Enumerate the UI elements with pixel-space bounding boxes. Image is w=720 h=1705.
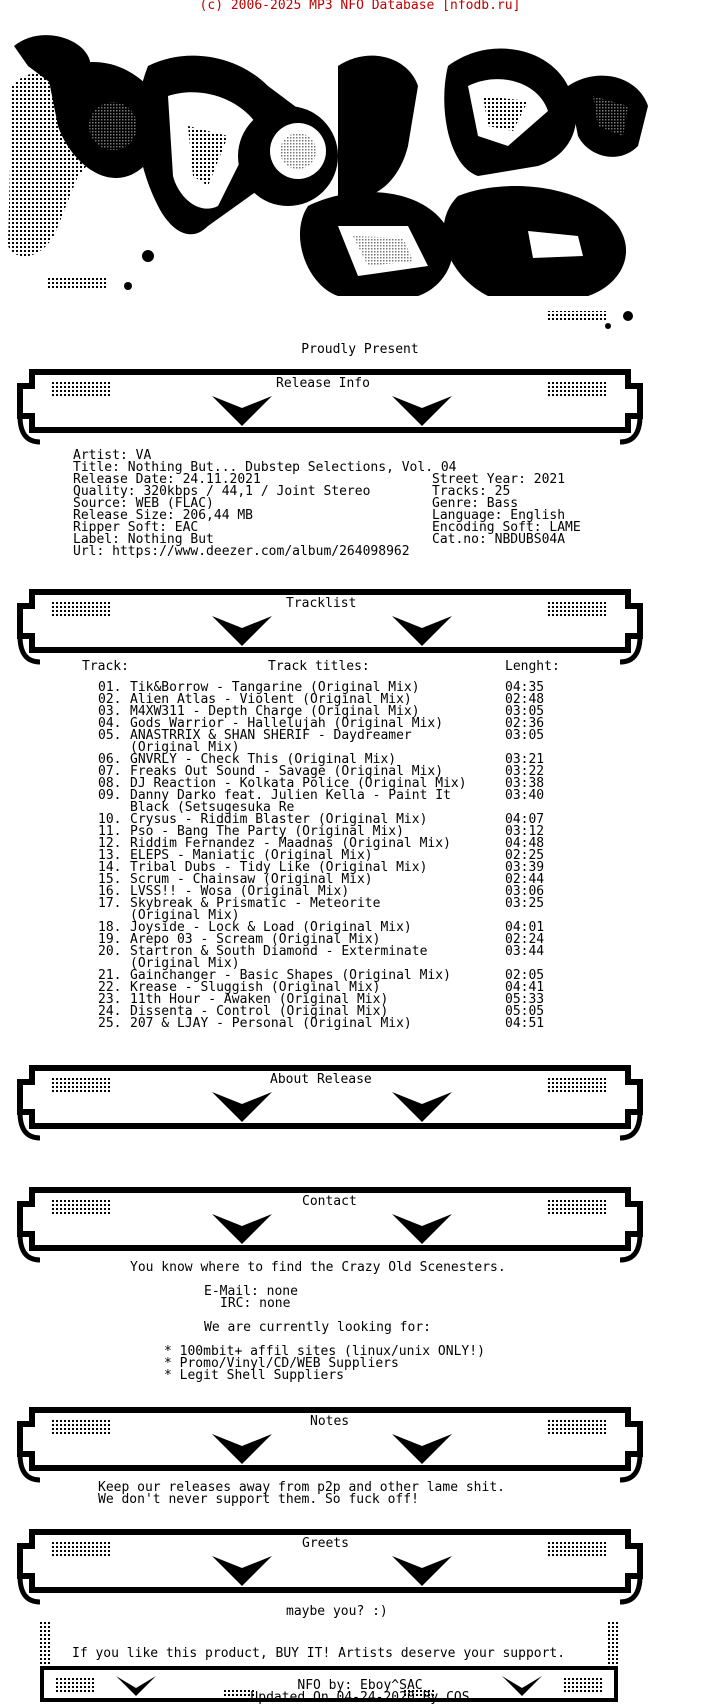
track-number: 09. <box>98 788 122 803</box>
intro-text: Proudly Present <box>301 342 419 357</box>
section-title-about: About Release <box>266 1073 376 1087</box>
track-length: 02:25 <box>505 848 545 863</box>
release-language: Language: English <box>432 508 566 523</box>
track-title: (Original Mix) <box>130 908 240 923</box>
track-number: 16. <box>98 884 122 899</box>
track-title: Scrum - Chainsaw (Original Mix) <box>130 872 373 887</box>
track-number: 05. <box>98 728 122 743</box>
release-source: Source: WEB (FLAC) <box>73 496 214 511</box>
section-title-release-info: Release Info <box>272 377 374 391</box>
track-number: 08. <box>98 776 122 791</box>
track-number: 19. <box>98 932 122 947</box>
section-title-greets: Greets <box>298 1537 353 1551</box>
track-number: 20. <box>98 944 122 959</box>
track-title: Startron & South Diamond - Exterminate <box>130 944 428 959</box>
track-number: 25. <box>98 1016 122 1031</box>
track-title: LVSS!! - Wosa (Original Mix) <box>130 884 350 899</box>
track-number: 18. <box>98 920 122 935</box>
track-number: 07. <box>98 764 122 779</box>
track-length: 02:05 <box>505 968 545 983</box>
track-length: 04:07 <box>505 812 545 827</box>
section-title-tracklist: Tracklist <box>282 597 360 611</box>
track-title: Skybreak & Prismatic - Meteorite <box>130 896 381 911</box>
track-title: Krease - Sluggish (Original Mix) <box>130 980 381 995</box>
track-number: 15. <box>98 872 122 887</box>
track-number: 03. <box>98 704 122 719</box>
release-tracks: Tracks: 25 <box>432 484 511 499</box>
contact-email: E-Mail: none <box>204 1284 298 1299</box>
track-length: 03:39 <box>505 860 545 875</box>
track-length: 03:05 <box>505 728 545 743</box>
track-number: 06. <box>98 752 122 767</box>
release-url[interactable]: Url: https://www.deezer.com/album/264098962 <box>73 544 410 559</box>
track-length: 04:01 <box>505 920 545 935</box>
track-title: Tribal Dubs - Tidy Like (Original Mix) <box>130 860 428 875</box>
release-label: Label: Nothing But <box>73 532 214 547</box>
track-title: (Original Mix) <box>130 740 240 755</box>
track-number: 10. <box>98 812 122 827</box>
track-title: Gods Warrior - Hallelujah (Original Mix) <box>130 716 444 731</box>
track-title: M4XW311 - Depth Charge (Original Mix) <box>130 704 420 719</box>
track-length: 05:33 <box>505 992 545 1007</box>
footer-support: If you like this product, BUY IT! Artists deserve your support. <box>72 1646 566 1661</box>
track-length: 03:05 <box>505 704 545 719</box>
release-ripper: Ripper Soft: EAC <box>73 520 199 535</box>
track-title: 11th Hour - Awaken (Original Mix) <box>130 992 389 1007</box>
track-length: 03:06 <box>505 884 545 899</box>
track-length: 04:48 <box>505 836 545 851</box>
track-length: 03:40 <box>505 788 545 803</box>
release-genre: Genre: Bass <box>432 496 519 511</box>
section-title-contact: Contact <box>298 1195 361 1209</box>
group-logo-art <box>8 26 648 344</box>
track-number: 14. <box>98 860 122 875</box>
track-length: 03:38 <box>505 776 545 791</box>
track-length: 03:21 <box>505 752 545 767</box>
track-length: 02:48 <box>505 692 545 707</box>
track-title: Crysus - Riddim Blaster (Original Mix) <box>130 812 428 827</box>
notes-line: Keep our releases away from p2p and other lame shit. <box>98 1480 505 1495</box>
track-number: 13. <box>98 848 122 863</box>
track-length: 02:24 <box>505 932 545 947</box>
track-title: Gainchanger - Basic Shapes (Original Mix) <box>130 968 451 983</box>
track-number: 22. <box>98 980 122 995</box>
track-title: 207 & LJAY - Personal (Original Mix) <box>130 1016 412 1031</box>
release-size: Release Size: 206,44 MB <box>73 508 254 523</box>
track-title: Tik&Borrow - Tangarine (Original Mix) <box>130 680 420 695</box>
track-number: 17. <box>98 896 122 911</box>
footer-nfo-by: NFO by: Eboy^SAC <box>297 1678 423 1693</box>
track-number: 12. <box>98 836 122 851</box>
track-title: Alien Atlas - Violent (Original Mix) <box>130 692 412 707</box>
release-encoding: Encoding Soft: LAME <box>432 520 581 535</box>
track-length: 04:51 <box>505 1016 545 1031</box>
track-number: 01. <box>98 680 122 695</box>
tracklist-head-length: Lenght: <box>505 659 560 674</box>
track-length: 03:25 <box>505 896 545 911</box>
release-date: Release Date: 24.11.2021 <box>73 472 261 487</box>
tracklist-head-track: Track: <box>82 659 129 674</box>
track-number: 02. <box>98 692 122 707</box>
contact-item: * 100mbit+ affil sites (linux/unix ONLY!) <box>164 1344 485 1359</box>
track-length: 04:35 <box>505 680 545 695</box>
tracklist-head-titles: Track titles: <box>268 659 370 674</box>
track-length: 03:12 <box>505 824 545 839</box>
track-title: DJ Reaction - Kolkata Police (Original Mix) <box>130 776 467 791</box>
track-title: Dissenta - Control (Original Mix) <box>130 1004 389 1019</box>
track-title: ANASTRRIX & SHAN SHERIF - Daydreamer <box>130 728 412 743</box>
copyright-header[interactable]: (c) 2006-2025 MP3 NFO Database [nfodb.ru] <box>199 0 521 13</box>
release-title: Title: Nothing But... Dubstep Selections, Vol. 04 <box>73 460 457 475</box>
track-title: Arepo 03 - Scream (Original Mix) <box>130 932 381 947</box>
track-number: 21. <box>98 968 122 983</box>
contact-item: * Promo/Vinyl/CD/WEB Suppliers <box>164 1356 399 1371</box>
track-title: ELEPS - Maniatic (Original Mix) <box>130 848 373 863</box>
track-number: 23. <box>98 992 122 1007</box>
track-title: Riddim Fernandez - Maadnas (Original Mix) <box>130 836 451 851</box>
track-title: Black (Setsugesuka Re <box>130 800 295 815</box>
release-catno: Cat.no: NBDUBS04A <box>432 532 566 547</box>
contact-line: You know where to find the Crazy Old Scenesters. <box>130 1260 506 1275</box>
footer-updated: Updated On 04-24-2020 By COS <box>250 1690 470 1705</box>
track-length: 05:05 <box>505 1004 545 1019</box>
release-quality: Quality: 320kbps / 44,1 / Joint Stereo <box>73 484 371 499</box>
track-title: GNVRLY - Check This (Original Mix) <box>130 752 397 767</box>
track-title: Pso - Bang The Party (Original Mix) <box>130 824 404 839</box>
track-number: 11. <box>98 824 122 839</box>
track-number: 04. <box>98 716 122 731</box>
release-artist: Artist: VA <box>73 448 152 463</box>
release-street-year: Street Year: 2021 <box>432 472 566 487</box>
contact-item: * Legit Shell Suppliers <box>164 1368 345 1383</box>
section-title-notes: Notes <box>306 1415 353 1429</box>
track-length: 02:36 <box>505 716 545 731</box>
track-length: 02:44 <box>505 872 545 887</box>
track-length: 03:22 <box>505 764 545 779</box>
track-length: 04:41 <box>505 980 545 995</box>
contact-looking: We are currently looking for: <box>204 1320 431 1335</box>
notes-line: We don't never support them. So fuck off! <box>98 1492 419 1507</box>
track-title: (Original Mix) <box>130 956 240 971</box>
contact-irc: IRC: none <box>220 1296 291 1311</box>
track-title: Danny Darko feat. Julien Kella - Paint It <box>130 788 451 803</box>
greets-line: maybe you? :) <box>286 1604 388 1619</box>
track-length: 03:44 <box>505 944 545 959</box>
track-number: 24. <box>98 1004 122 1019</box>
track-title: Joyside - Lock & Load (Original Mix) <box>130 920 412 935</box>
track-title: Freaks Out Sound - Savage (Original Mix) <box>130 764 444 779</box>
